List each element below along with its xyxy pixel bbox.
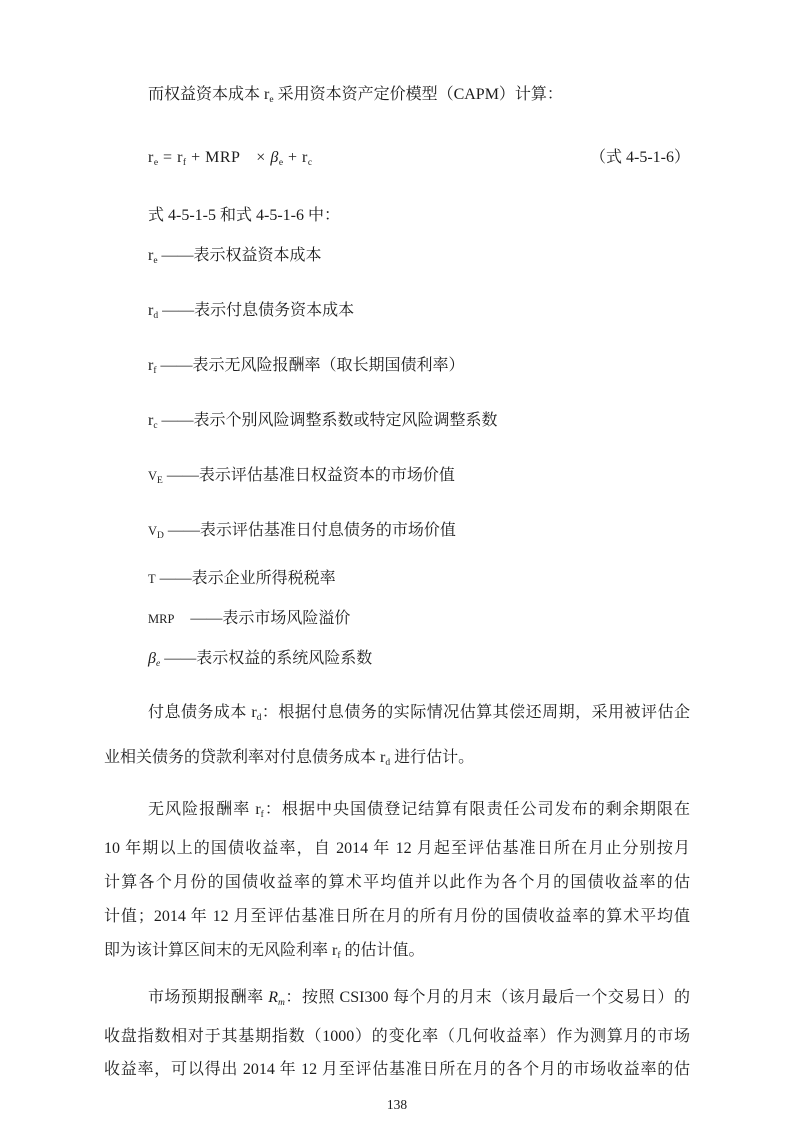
text-segment: e xyxy=(153,158,159,168)
text-segment: 而权益资本成本 xyxy=(148,86,265,103)
text-segment: 收盘指数相对于其基期指数（1000）的变化率（几何收益率）作为测算月的市场 xyxy=(104,1028,690,1045)
text-line xyxy=(104,793,690,832)
text-segment: f xyxy=(337,951,341,961)
definition-item-t xyxy=(104,568,690,590)
text-line xyxy=(104,1020,690,1053)
text-segment: 市场预期报酬率 xyxy=(148,989,269,1006)
definition-item-rf xyxy=(104,355,690,382)
text-segment: ——表示付息债务资本成本 xyxy=(158,302,355,319)
text-segment: d xyxy=(256,713,262,723)
text-segment: β xyxy=(270,149,279,166)
text-segment: r xyxy=(255,801,261,818)
text-segment: 式 4-5-1-5 和式 4-5-1-6 中： xyxy=(148,207,340,224)
text-segment: r xyxy=(332,942,338,959)
text-segment: 计算各个月份的国债收益率的算术平均值并以此作为各个月的国债收益率的估 xyxy=(104,874,690,891)
text-segment: 收益率，可以得出 2014 年 12 月至评估基准日所在月的各个月的市场收益率的估 xyxy=(104,1061,690,1078)
text-line xyxy=(104,1053,690,1086)
text-segment: ：按照 CSI300 每个月的月末（该月最后一个交易日）的 xyxy=(284,989,690,1006)
text-segment: f xyxy=(153,366,157,376)
definition-item-rd xyxy=(104,300,690,327)
text-segment: r xyxy=(148,247,154,264)
text-segment: 10 年期以上的国债收益率，自 2014 年 12 月起至评估基准日所在月止分别按月 xyxy=(104,840,690,857)
definition-item-rc xyxy=(104,410,690,437)
text-segment: V xyxy=(148,524,158,538)
market-return-paragraph xyxy=(104,981,690,1086)
text-segment: ——表示权益资本成本 xyxy=(157,247,322,264)
text-segment: ——表示企业所得税税率 xyxy=(155,570,336,587)
text-line xyxy=(104,934,690,973)
text-segment: ——表示权益的系统风险系数 xyxy=(160,650,373,667)
text-line xyxy=(104,832,690,866)
text-segment: 的估计值。 xyxy=(340,942,425,959)
text-segment: ——表示评估基准日权益资本的市场价值 xyxy=(162,467,455,484)
text-segment: R xyxy=(268,989,279,1006)
text-segment: + r xyxy=(283,149,308,166)
capm-formula-line xyxy=(104,147,690,174)
text-segment: ——表示个别风险调整系数或特定风险调整系数 xyxy=(157,412,498,429)
text-segment: r xyxy=(148,302,154,319)
text-segment: c xyxy=(307,158,313,168)
risk-free-rate-paragraph xyxy=(104,793,690,973)
text-segment: ——表示无风险报酬率（取长期国债利率） xyxy=(156,357,465,374)
text-segment: 进行估计。 xyxy=(390,749,475,766)
text-line xyxy=(104,981,690,1020)
text-segment: e xyxy=(278,158,284,168)
formula-note xyxy=(104,205,690,227)
definition-item-ve xyxy=(104,465,690,492)
definition-item-re xyxy=(104,245,690,272)
text-segment: 即为该计算区间末的无风险利率 xyxy=(104,942,333,959)
text-segment: E xyxy=(157,476,163,486)
definition-list xyxy=(104,245,690,675)
text-segment: f xyxy=(260,810,264,820)
page-number: 138 xyxy=(386,1097,408,1112)
definition-item-beta xyxy=(104,648,690,675)
text-segment: 计值；2014 年 12 月至评估基准日所在月的所有月份的国债收益率的算术平均值 xyxy=(104,908,690,925)
text-segment: e xyxy=(269,95,274,105)
text-segment: d xyxy=(153,311,159,321)
text-line xyxy=(104,866,690,900)
text-segment: T xyxy=(148,572,156,586)
text-segment: = r xyxy=(158,149,183,166)
text-segment: ：根据付息债务的实际情况估算其偿还周期，采用被评估企 xyxy=(261,704,690,721)
text-segment: r xyxy=(148,412,154,429)
definition-item-vd xyxy=(104,520,690,547)
text-segment: d xyxy=(385,758,391,768)
text-segment: MRP xyxy=(148,612,175,626)
text-segment: r xyxy=(148,149,154,166)
formula-equation-number: （式 4-5-1-6） xyxy=(590,149,690,166)
text-segment: + MRP × xyxy=(186,149,271,166)
capm-formula xyxy=(104,147,313,174)
text-line xyxy=(104,738,690,783)
text-segment: D xyxy=(157,531,164,541)
text-segment: r xyxy=(380,749,386,766)
text-segment: r xyxy=(148,357,154,374)
text-segment: c xyxy=(153,421,158,431)
text-line xyxy=(104,693,690,738)
text-segment: 业相关债务的贷款利率对付息债务成本 xyxy=(104,749,381,766)
text-segment: 采用资本资产定价模型（CAPM）计算： xyxy=(273,86,563,103)
text-segment: 付息债务成本 xyxy=(148,704,252,721)
text-segment: r xyxy=(251,704,257,721)
intro-paragraph xyxy=(104,84,690,111)
text-segment: 无风险报酬率 xyxy=(148,801,256,818)
text-segment: f xyxy=(182,158,187,168)
text-segment: e xyxy=(155,659,161,669)
text-segment: V xyxy=(148,469,158,483)
text-segment: β xyxy=(148,650,156,667)
text-segment: m xyxy=(278,998,285,1008)
definition-item-mrp xyxy=(104,608,690,630)
text-segment: ——表示评估基准日付息债务的市场价值 xyxy=(163,522,456,539)
text-segment: r xyxy=(264,86,270,103)
debt-cost-paragraph xyxy=(104,693,690,783)
text-line xyxy=(104,900,690,934)
text-segment: ——表示市场风险溢价 xyxy=(174,610,351,627)
text-segment: e xyxy=(153,256,158,266)
text-segment: ：根据中央国债登记结算有限责任公司发布的剩余期限在 xyxy=(263,801,690,818)
